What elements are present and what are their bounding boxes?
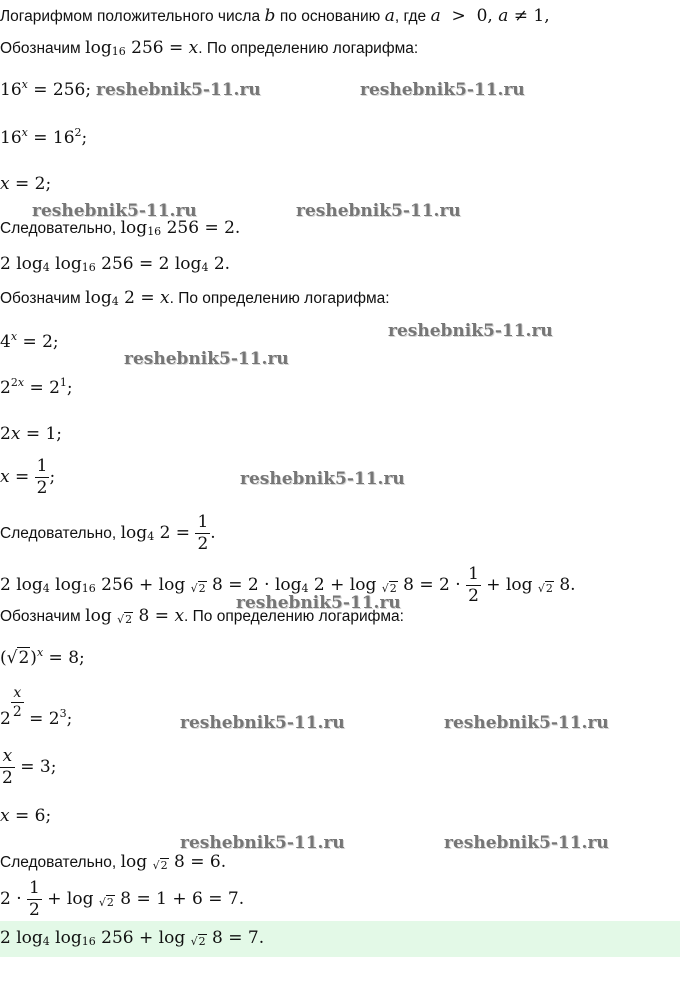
definition-phrase: . По определению логарифма: (184, 608, 404, 625)
denote-word: Обозначим (0, 40, 81, 57)
watermark: reshebnik5-11.ru (444, 833, 609, 853)
equation: $(√2)^x = 8$; (0, 646, 85, 668)
therefore-word: Следовательно, (0, 525, 117, 542)
watermark: reshebnik5-11.ru (296, 201, 461, 221)
denote-line-1: Обозначим $\log_{16} 256 = x$. По определению логарифма: (0, 38, 419, 58)
conclusion-line: Следовательно, log $_{√2}$ 8 = 6. (0, 852, 227, 872)
equation: $16^x = 256$; (0, 78, 92, 100)
watermark: reshebnik5-11.ru (360, 80, 525, 100)
equation: x = 6; (0, 806, 52, 826)
intro-line: Логарифмом положительного числа b по основанию a, где a > 0, a ≠ 1, (0, 6, 550, 26)
definition-phrase: . По определению логарифма: (198, 40, 419, 57)
equation: $\frac{x}{2}$ = 3; (2, 746, 57, 788)
watermark: reshebnik5-11.ru (240, 469, 405, 489)
watermark: reshebnik5-11.ru (236, 593, 401, 613)
watermark: reshebnik5-11.ru (388, 321, 553, 341)
watermark: reshebnik5-11.ru (124, 349, 289, 369)
therefore-word: Следовательно, (0, 220, 117, 237)
equation: 2 · $\frac{1}{2}$ + log $_{√2}$ 8 = 1 + 6 = 7. (0, 878, 245, 920)
watermark: reshebnik5-11.ru (180, 833, 345, 853)
denote-word: Обозначим (0, 290, 81, 307)
intro-text: Логарифмом положительного числа (0, 8, 261, 25)
denote-line-3: Обозначим log $_{√2}$ 8 = x. По определению логарифма: (0, 606, 404, 626)
final-answer: 2 $\log_4 \log_{16} 256 + \log _{√2}$ 8 = 7. (0, 928, 265, 948)
equation: $16^x = 16^2$; (0, 126, 88, 148)
equation: 2x = 1; (0, 424, 63, 444)
watermark: reshebnik5-11.ru (32, 201, 197, 221)
equation: $2^{2x} = 2^1$; (0, 376, 73, 398)
watermark: reshebnik5-11.ru (180, 713, 345, 733)
intro-where: , где (394, 8, 427, 25)
intro-by-base: по основанию (279, 8, 381, 25)
equation: 2 $\log_4 \log_{16} 256 + \log _{√2}$ $8 = 2 \cdot \log_4 2 + \log _{√2}$ 8 = 2 · $\frac{1}{2}$ + log $_{√2}$ 8. (0, 564, 576, 606)
equation: x = $\frac{1}{2}$ ; (0, 456, 56, 498)
conclusion-line: Следовательно, $\log_{16} 256 = 2$. (0, 218, 241, 238)
equation: x = 2; (0, 174, 52, 194)
denote-word: Обозначим (0, 608, 81, 625)
conclusion-line: Следовательно, $\log_4 2$ = $\frac{1}{2}$ . (0, 512, 216, 554)
watermark: reshebnik5-11.ru (96, 80, 261, 100)
therefore-word: Следовательно, (0, 854, 117, 871)
denote-line-2: Обозначим $\log_4 2 = x$. По определению логарифма: (0, 288, 390, 308)
equation: $4^x = 2$; (0, 330, 59, 352)
equation: 2 $\frac{x}{2}$ = $2^3$; (0, 685, 73, 729)
definition-phrase: . По определению логарифма: (169, 290, 390, 307)
equation: 2 $\log_4 \log_{16} 256 = 2$ $\log_4 2$. (0, 254, 231, 274)
watermark: reshebnik5-11.ru (444, 713, 609, 733)
